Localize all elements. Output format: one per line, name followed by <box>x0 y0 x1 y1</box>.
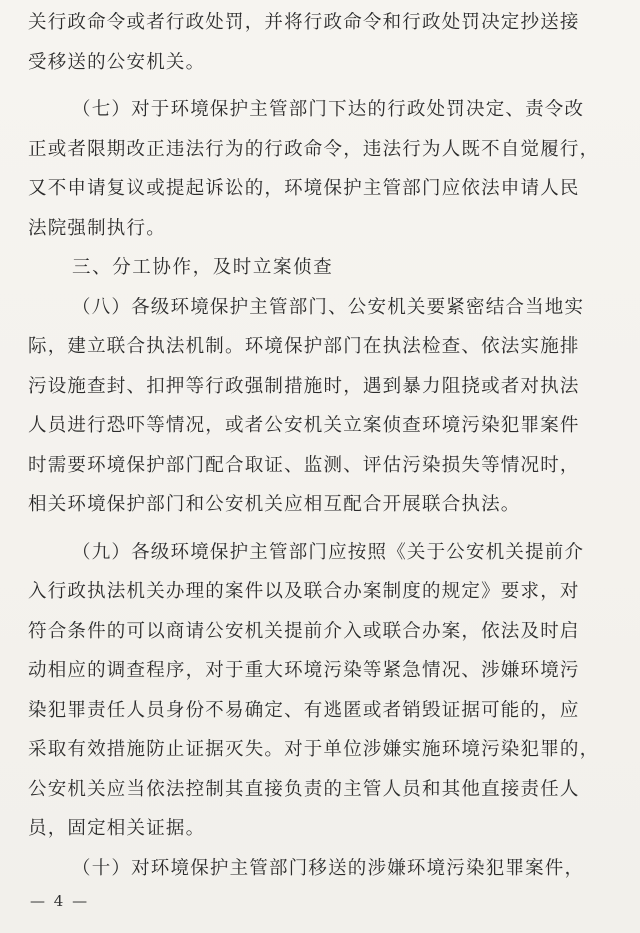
text-line: 时需要环境保护部门配合取证、监测、评估污染损失等情况时， <box>28 454 580 476</box>
text-line: 动相应的调查程序，对于重大环境污染等紧急情况、涉嫌环境污 <box>28 660 580 681</box>
text-line: 污设施查封、扣押等行政强制措施时，遇到暴力阻挠或者对执法 <box>28 375 580 397</box>
text-line: 又不申请复议或提起诉讼的，环境保护主管部门应依法申请人民 <box>28 178 580 199</box>
page-number: — 4 — <box>30 892 90 910</box>
text-line: 正或者限期改正违法行为的行政命令，违法行为人既不自觉履行， <box>28 138 600 160</box>
paragraph-9-start: （九）各级环境保护主管部门应按照《关于公安机关提前介 <box>72 541 585 563</box>
text-line: 法院强制执行。 <box>28 217 166 239</box>
text-line: 员，固定相关证据。 <box>28 818 206 839</box>
paragraph-7-start: （七）对于环境保护主管部门下达的行政处罚决定、责令改 <box>72 99 585 120</box>
text-line: 关行政命令或者行政处罚，并将行政命令和行政处罚决定抄送接 <box>28 12 580 33</box>
text-line: 人员进行恐吓等情况，或者公安机关立案侦查环境污染犯罪案件 <box>28 415 580 436</box>
text-line: 受移送的公安机关。 <box>28 51 206 73</box>
text-line: 染犯罪责任人员身份不易确定、有逃匿或者销毁证据可能的，应 <box>28 699 580 721</box>
text-line: 公安机关应当依法控制其直接负责的主管人员和其他直接责任人 <box>28 778 580 800</box>
paragraph-10-start: （十）对环境保护主管部门移送的涉嫌环境污染犯罪案件， <box>72 857 585 879</box>
text-line: 采取有效措施防止证据灭失。对于单位涉嫌实施环境污染犯罪的， <box>28 739 600 760</box>
section-heading: 三、分工协作，及时立案侦查 <box>72 257 334 278</box>
text-line: 相关环境保护部门和公安机关应相互配合开展联合执法。 <box>28 494 521 515</box>
text-line: 际，建立联合执法机制。环境保护部门在执法检查、依法实施排 <box>28 336 580 357</box>
text-line: 入行政执法机关办理的案件以及联合办案制度的规定》要求，对 <box>28 581 580 602</box>
paragraph-8-start: （八）各级环境保护主管部门、公安机关要紧密结合当地实 <box>72 296 585 318</box>
text-line: 符合条件的可以商请公安机关提前介入或联合办案，依法及时启 <box>28 620 580 642</box>
